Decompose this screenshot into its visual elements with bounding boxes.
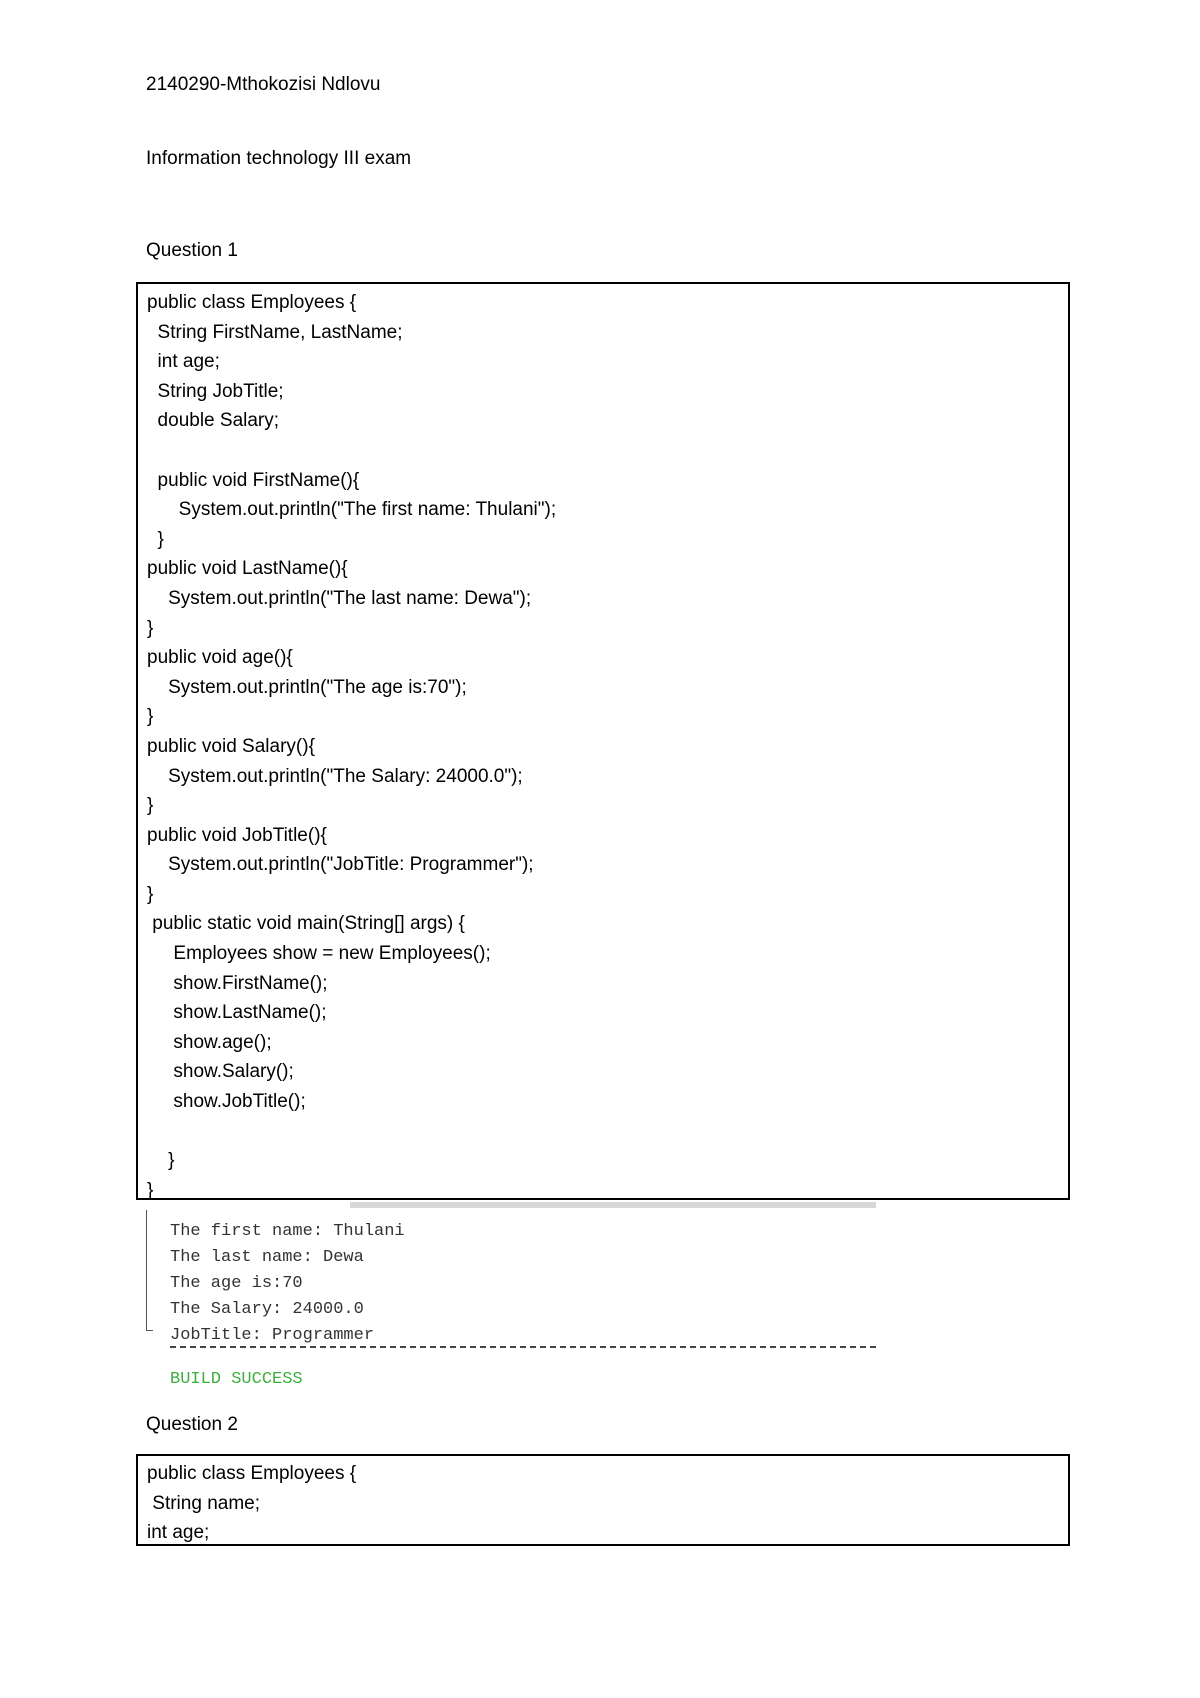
code-line: }: [147, 617, 154, 639]
code-line: String name;: [147, 1492, 260, 1514]
code-line: public void JobTitle(){: [147, 824, 327, 846]
console-gutter-line: [146, 1210, 153, 1331]
code-line: String FirstName, LastName;: [147, 321, 403, 343]
code-line: Employees show = new Employees();: [147, 943, 491, 965]
code-line: System.out.println("The first name: Thulani");: [147, 499, 557, 521]
question-2-heading: Question 2: [146, 1414, 238, 1435]
console-output-line: The Salary: 24000.0: [170, 1300, 364, 1319]
code-line: System.out.println("The age is:70");: [147, 676, 467, 698]
question-2-code-box: [136, 1454, 1070, 1546]
code-line: public void age(){: [147, 647, 293, 669]
code-line: show.age();: [147, 1031, 272, 1053]
console-header-bar: [350, 1202, 876, 1208]
console-output-line: JobTitle: Programmer: [170, 1326, 375, 1345]
student-id-name: 2140290-Mthokozisi Ndlovu: [146, 74, 381, 95]
code-line: public void Salary(){: [147, 735, 315, 757]
code-line: System.out.println("The last name: Dewa");: [147, 587, 532, 609]
console-output-screenshot: [146, 1202, 876, 1392]
code-line: public void FirstName(){: [147, 469, 360, 491]
code-line: public void LastName(){: [147, 558, 348, 580]
code-line: [138, 436, 1068, 466]
question-1-code-box: [136, 282, 1070, 1200]
code-line: }: [147, 1179, 154, 1201]
code-line: show.Salary();: [147, 1061, 294, 1083]
console-output-line: The first name: Thulani: [170, 1222, 405, 1241]
console-output-line: The last name: Dewa: [170, 1248, 364, 1267]
build-status: BUILD SUCCESS: [170, 1370, 303, 1386]
code-line: System.out.println("JobTitle: Programmer");: [147, 854, 534, 876]
code-line: [138, 1117, 1068, 1147]
code-line: public class Employees {: [147, 292, 357, 313]
code-line: String JobTitle;: [147, 380, 284, 402]
code-line: int age;: [147, 1522, 210, 1544]
code-line: System.out.println("The Salary: 24000.0");: [147, 765, 523, 787]
console-separator: [170, 1346, 876, 1348]
code-line: }: [147, 795, 154, 817]
code-line: }: [147, 528, 164, 550]
question-1-heading: Question 1: [146, 240, 238, 261]
code-line: show.JobTitle();: [147, 1091, 306, 1113]
code-line: }: [147, 883, 154, 905]
console-output-line: The age is:70: [170, 1274, 303, 1293]
code-line: double Salary;: [147, 410, 280, 432]
code-line: public static void main(String[] args) {: [147, 913, 465, 935]
code-line: int age;: [147, 351, 220, 373]
code-line: public class Employees {: [147, 1463, 357, 1484]
code-line: show.FirstName();: [147, 972, 328, 994]
code-line: }: [147, 706, 154, 728]
code-line: show.LastName();: [147, 1002, 327, 1024]
exam-title: Information technology III exam: [146, 148, 412, 169]
code-line: }: [147, 1150, 175, 1172]
